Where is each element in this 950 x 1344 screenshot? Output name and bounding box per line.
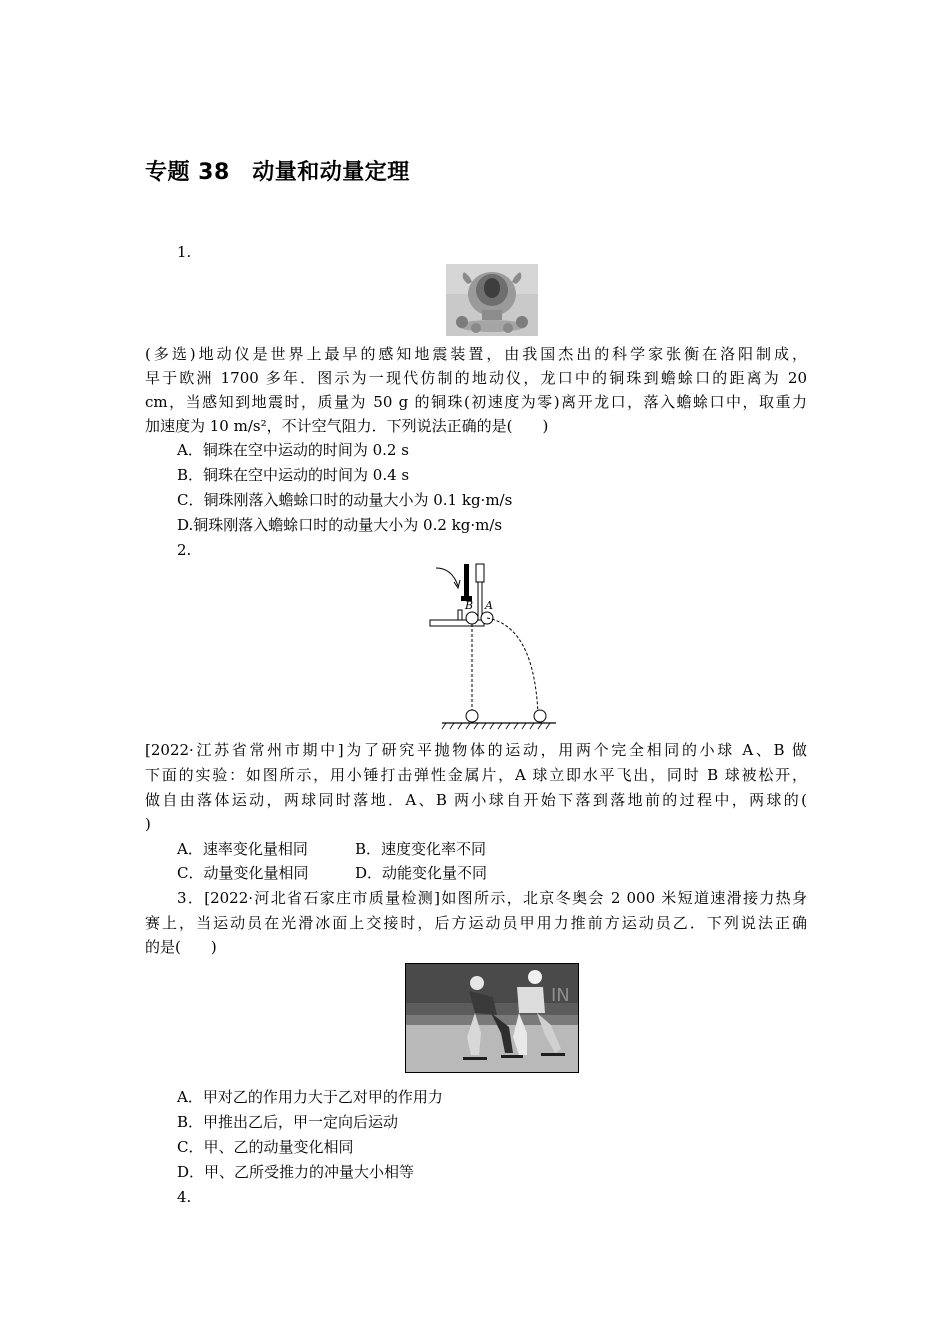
- q2-stem-line-4: ): [145, 815, 151, 833]
- q2-stem-line-2: 下面的实验：如图所示，用小锤打击弹性金属片，A 球立即水平飞出，同时 B 球被松开，: [145, 766, 807, 784]
- q2-number: 2.: [177, 541, 192, 559]
- svg-text:IN: IN: [551, 985, 570, 1006]
- q1-stem-line-3: cm，当感知到地震时，质量为 50 g 的铜珠(初速度为零)离开龙口，落入蟾蜍口中，取重力: [145, 393, 807, 411]
- q2-option-c: C．动量变化量相同: [177, 864, 309, 882]
- q1-stem-line-1: (多选)地动仪是世界上最早的感知地震装置，由我国杰出的科学家张衡在洛阳制成，: [145, 345, 807, 363]
- q3-option-c: C．甲、乙的动量变化相同: [177, 1138, 354, 1156]
- q1-number: 1.: [177, 243, 192, 261]
- q1-stem-line-4: 加速度为 10 m/s²，不计空气阻力．下列说法正确的是( ): [145, 417, 549, 435]
- seismograph-photo: [446, 264, 538, 336]
- speed-skating-photo: [405, 963, 579, 1073]
- seismograph-image: [446, 264, 538, 336]
- q3-option-a: A．甲对乙的作用力大于乙对甲的作用力: [177, 1088, 443, 1106]
- projectile-diagram: [428, 558, 568, 732]
- q3-option-d: D．甲、乙所受推力的冲量大小相等: [177, 1163, 415, 1181]
- speed-skating-image: [405, 963, 579, 1073]
- page-title: 专题 38 动量和动量定理: [145, 160, 410, 185]
- q1-option-d: D.铜珠刚落入蟾蜍口时的动量大小为 0.2 kg·m/s: [177, 516, 503, 534]
- q3-stem-line-3: 的是( ): [145, 938, 217, 956]
- q2-option-d: D．动能变化量不同: [355, 864, 488, 882]
- projectile-diagram-svg: [428, 558, 568, 732]
- q1-stem-line-2: 早于欧洲 1700 多年．图示为一现代仿制的地动仪，龙口中的铜珠到蟾蜍口的距离为 20: [145, 369, 807, 387]
- ball-b-label: B: [465, 599, 474, 612]
- ball-a-label: A: [485, 599, 493, 612]
- q3-stem-line-1: 3．[2022·河北省石家庄市质量检测]如图所示，北京冬奥会 2 000 米短道速滑接力热身: [177, 889, 807, 907]
- q1-option-c: C．铜珠刚落入蟾蜍口时的动量大小为 0.1 kg·m/s: [177, 491, 513, 509]
- q2-stem-line-1: [2022·江苏省常州市期中]为了研究平抛物体的运动，用两个完全相同的小球 A、B 做: [145, 741, 807, 759]
- q2-option-a: A．速率变化量相同: [177, 840, 308, 858]
- q1-option-b: B．铜珠在空中运动的时间为 0.4 s: [177, 466, 410, 484]
- q2-option-b: B．速度变化率不同: [355, 840, 487, 858]
- q3-stem-line-2: 赛上，当运动员在光滑冰面上交接时，后方运动员甲用力推前方运动员乙．下列说法正确: [145, 914, 807, 932]
- q1-option-a: A．铜珠在空中运动的时间为 0.2 s: [177, 441, 409, 459]
- q3-option-b: B．甲推出乙后，甲一定向后运动: [177, 1113, 399, 1131]
- q2-stem-line-3: 做自由落体运动，两球同时落地．A、B 两小球自开始下落到落地前的过程中，两球的(: [145, 791, 807, 809]
- q4-number: 4.: [177, 1188, 192, 1206]
